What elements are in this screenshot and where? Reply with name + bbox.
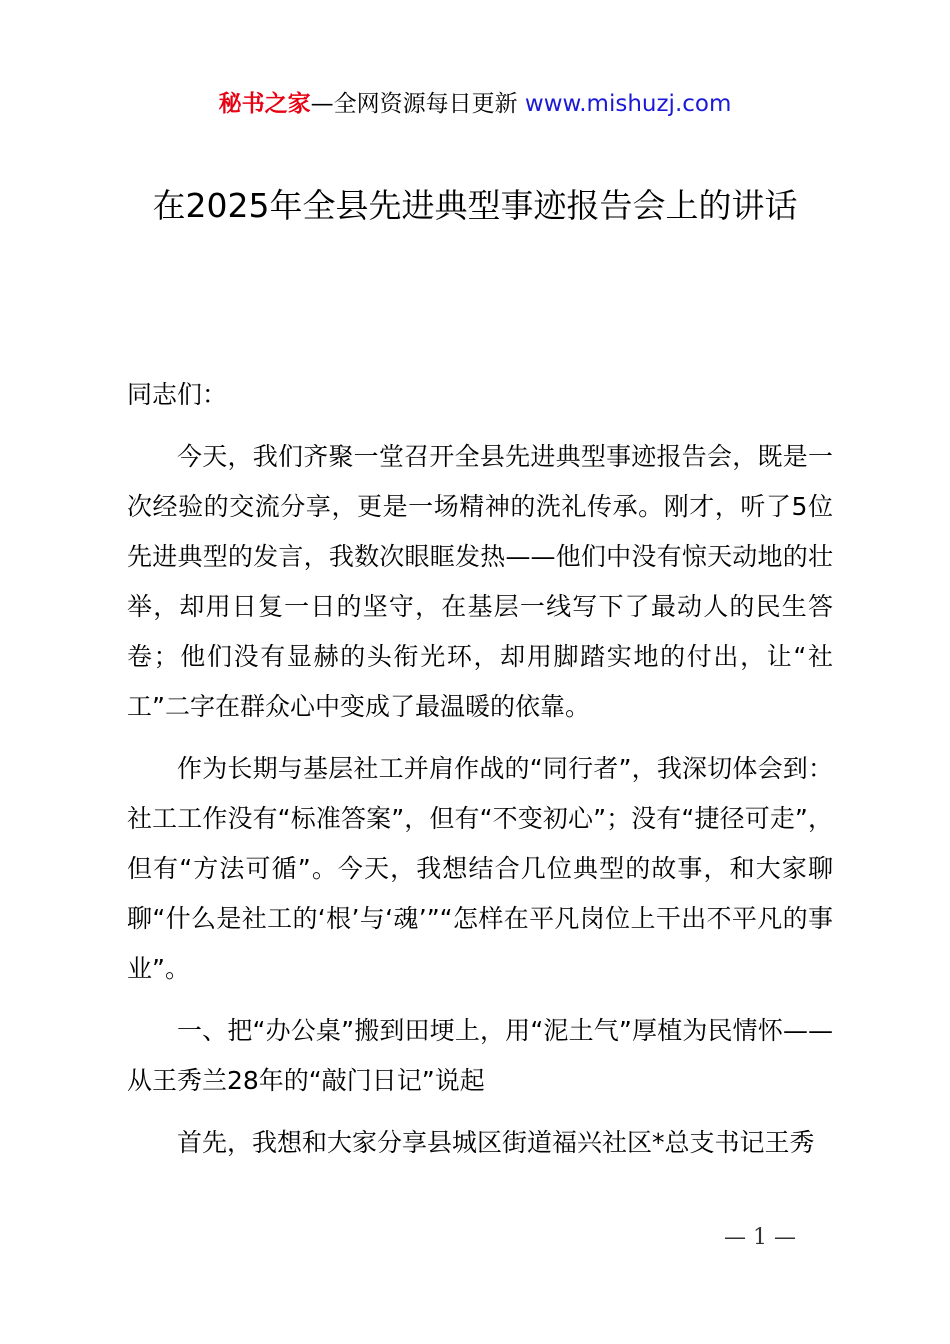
page-number: — 1 — [724, 1225, 796, 1250]
brand-name: 秘书之家 [218, 91, 311, 117]
site-header [0, 88, 950, 120]
salutation: 同志们： [127, 380, 228, 409]
document-body [127, 370, 833, 1180]
header-tagline: —全网资源每日更新 [310, 91, 518, 117]
paragraph-3: 首先，我想和大家分享县城区街道福兴社区*总支书记王秀 [177, 1128, 815, 1157]
site-url-link[interactable]: www.mishuzj.com [524, 91, 732, 117]
paragraph-1: 今天，我们齐聚一堂召开全县先进典型事迹报告会，既是一次经验的交流分享，更是一场精神的洗礼传承。刚才，听了5位先进典型的发言，我数次眼眶发热——他们中没有惊天动地的壮举，却用日复一日的坚守，在基层一线写下了最动人的民生答卷；他们没有显赫的头衔光环，却用脚踏实地的付出，让“社工”二字在群众心中变成了最温暖的依靠。 [127, 442, 833, 721]
paragraph-2: 作为长期与基层社工并肩作战的“同行者”，我深切体会到：社工工作没有“标准答案”，但有“不变初心”；没有“捷径可走”，但有“方法可循”。今天，我想结合几位典型的故事，和大家聊聊“什么是社工的‘根’与‘魂’”“怎样在平凡岗位上干出不平凡的事业”。 [127, 754, 833, 983]
section-heading-1: 一、把“办公桌”搬到田埂上，用“泥土气”厚植为民情怀——从王秀兰28年的“敲门日记”说起 [127, 1016, 833, 1095]
document-title: 在2025年全县先进典型事迹报告会上的讲话 [152, 186, 798, 225]
